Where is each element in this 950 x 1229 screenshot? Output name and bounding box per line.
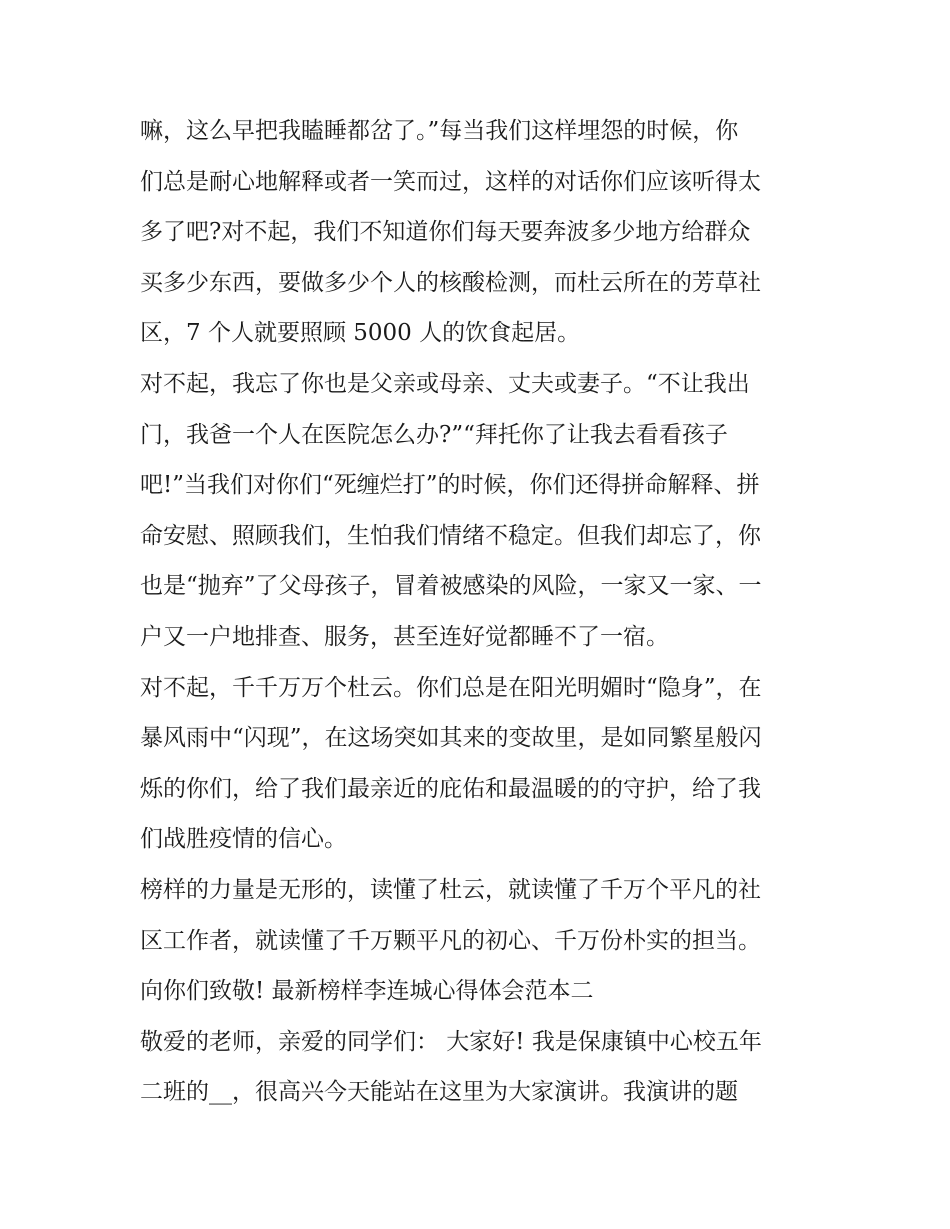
body-text [140,106,820,1118]
text-line: 嘛，这么早把我瞌睡都岔了。”每当我们这样埋怨的时候，你 [140,118,739,144]
text-line: 命安慰、照顾我们，生怕我们情绪不稳定。但我们却忘了，你 [140,522,761,549]
text-line: 买多少东西，要做多少个人的核酸检测，而杜云所在的芳草社 [140,269,761,296]
section-title: 向你们致敬! 最新榜样李连城心得体会范本二 [140,978,594,1005]
text-line: 榜样的力量是无形的，读懂了杜云，就读懂了千万个平凡的社 [140,876,761,903]
text-line: 也是“抛弃”了父母孩子，冒着被感染的风险，一家又一家、一 [140,573,762,600]
text-line: 对不起，千千万万个杜云。你们总是在阳光明媚时“隐身”，在 [140,674,762,701]
text-line: 区工作者，就读懂了千万颗平凡的初心、千万份朴实的担当。 [140,927,761,954]
text-line: 们战胜疫情的信心。 [140,826,347,853]
text-line: 烁的你们，给了我们最亲近的庇佑和最温暖的的守护，给了我 [140,775,761,802]
text-line: 区，7 个人就要照顾 5000 人的饮食起居。 [140,320,581,347]
text-line: 敬爱的老师，亲爱的同学们： 大家好! 我是保康镇中心校五年 [140,1028,762,1055]
text-line: 暴风雨中“闪现”，在这场突如其来的变故里，是如同繁星般闪 [140,725,762,752]
text-line: 吧!”当我们对你们“死缠烂打”的时候，你们还得拼命解释、拼 [140,472,760,499]
text-line: 对不起，我忘了你也是父亲或母亲、丈夫或妻子。“不让我出 [140,370,750,397]
text-line: 们总是耐心地解释或者一笑而过，这样的对话你们应该听得太 [140,168,761,195]
text-line: 户又一户地排查、服务，甚至连好觉都睡不了一宿。 [140,623,669,650]
text-line: 门，我爸一个人在医院怎么办?”“拜托你了让我去看看孩子 [140,421,728,448]
text-line: 多了吧?对不起，我们不知道你们每天要奔波多少地方给群众 [140,219,751,246]
text-line: 二班的__，很高兴今天能站在这里为大家演讲。我演讲的题 [140,1079,738,1106]
